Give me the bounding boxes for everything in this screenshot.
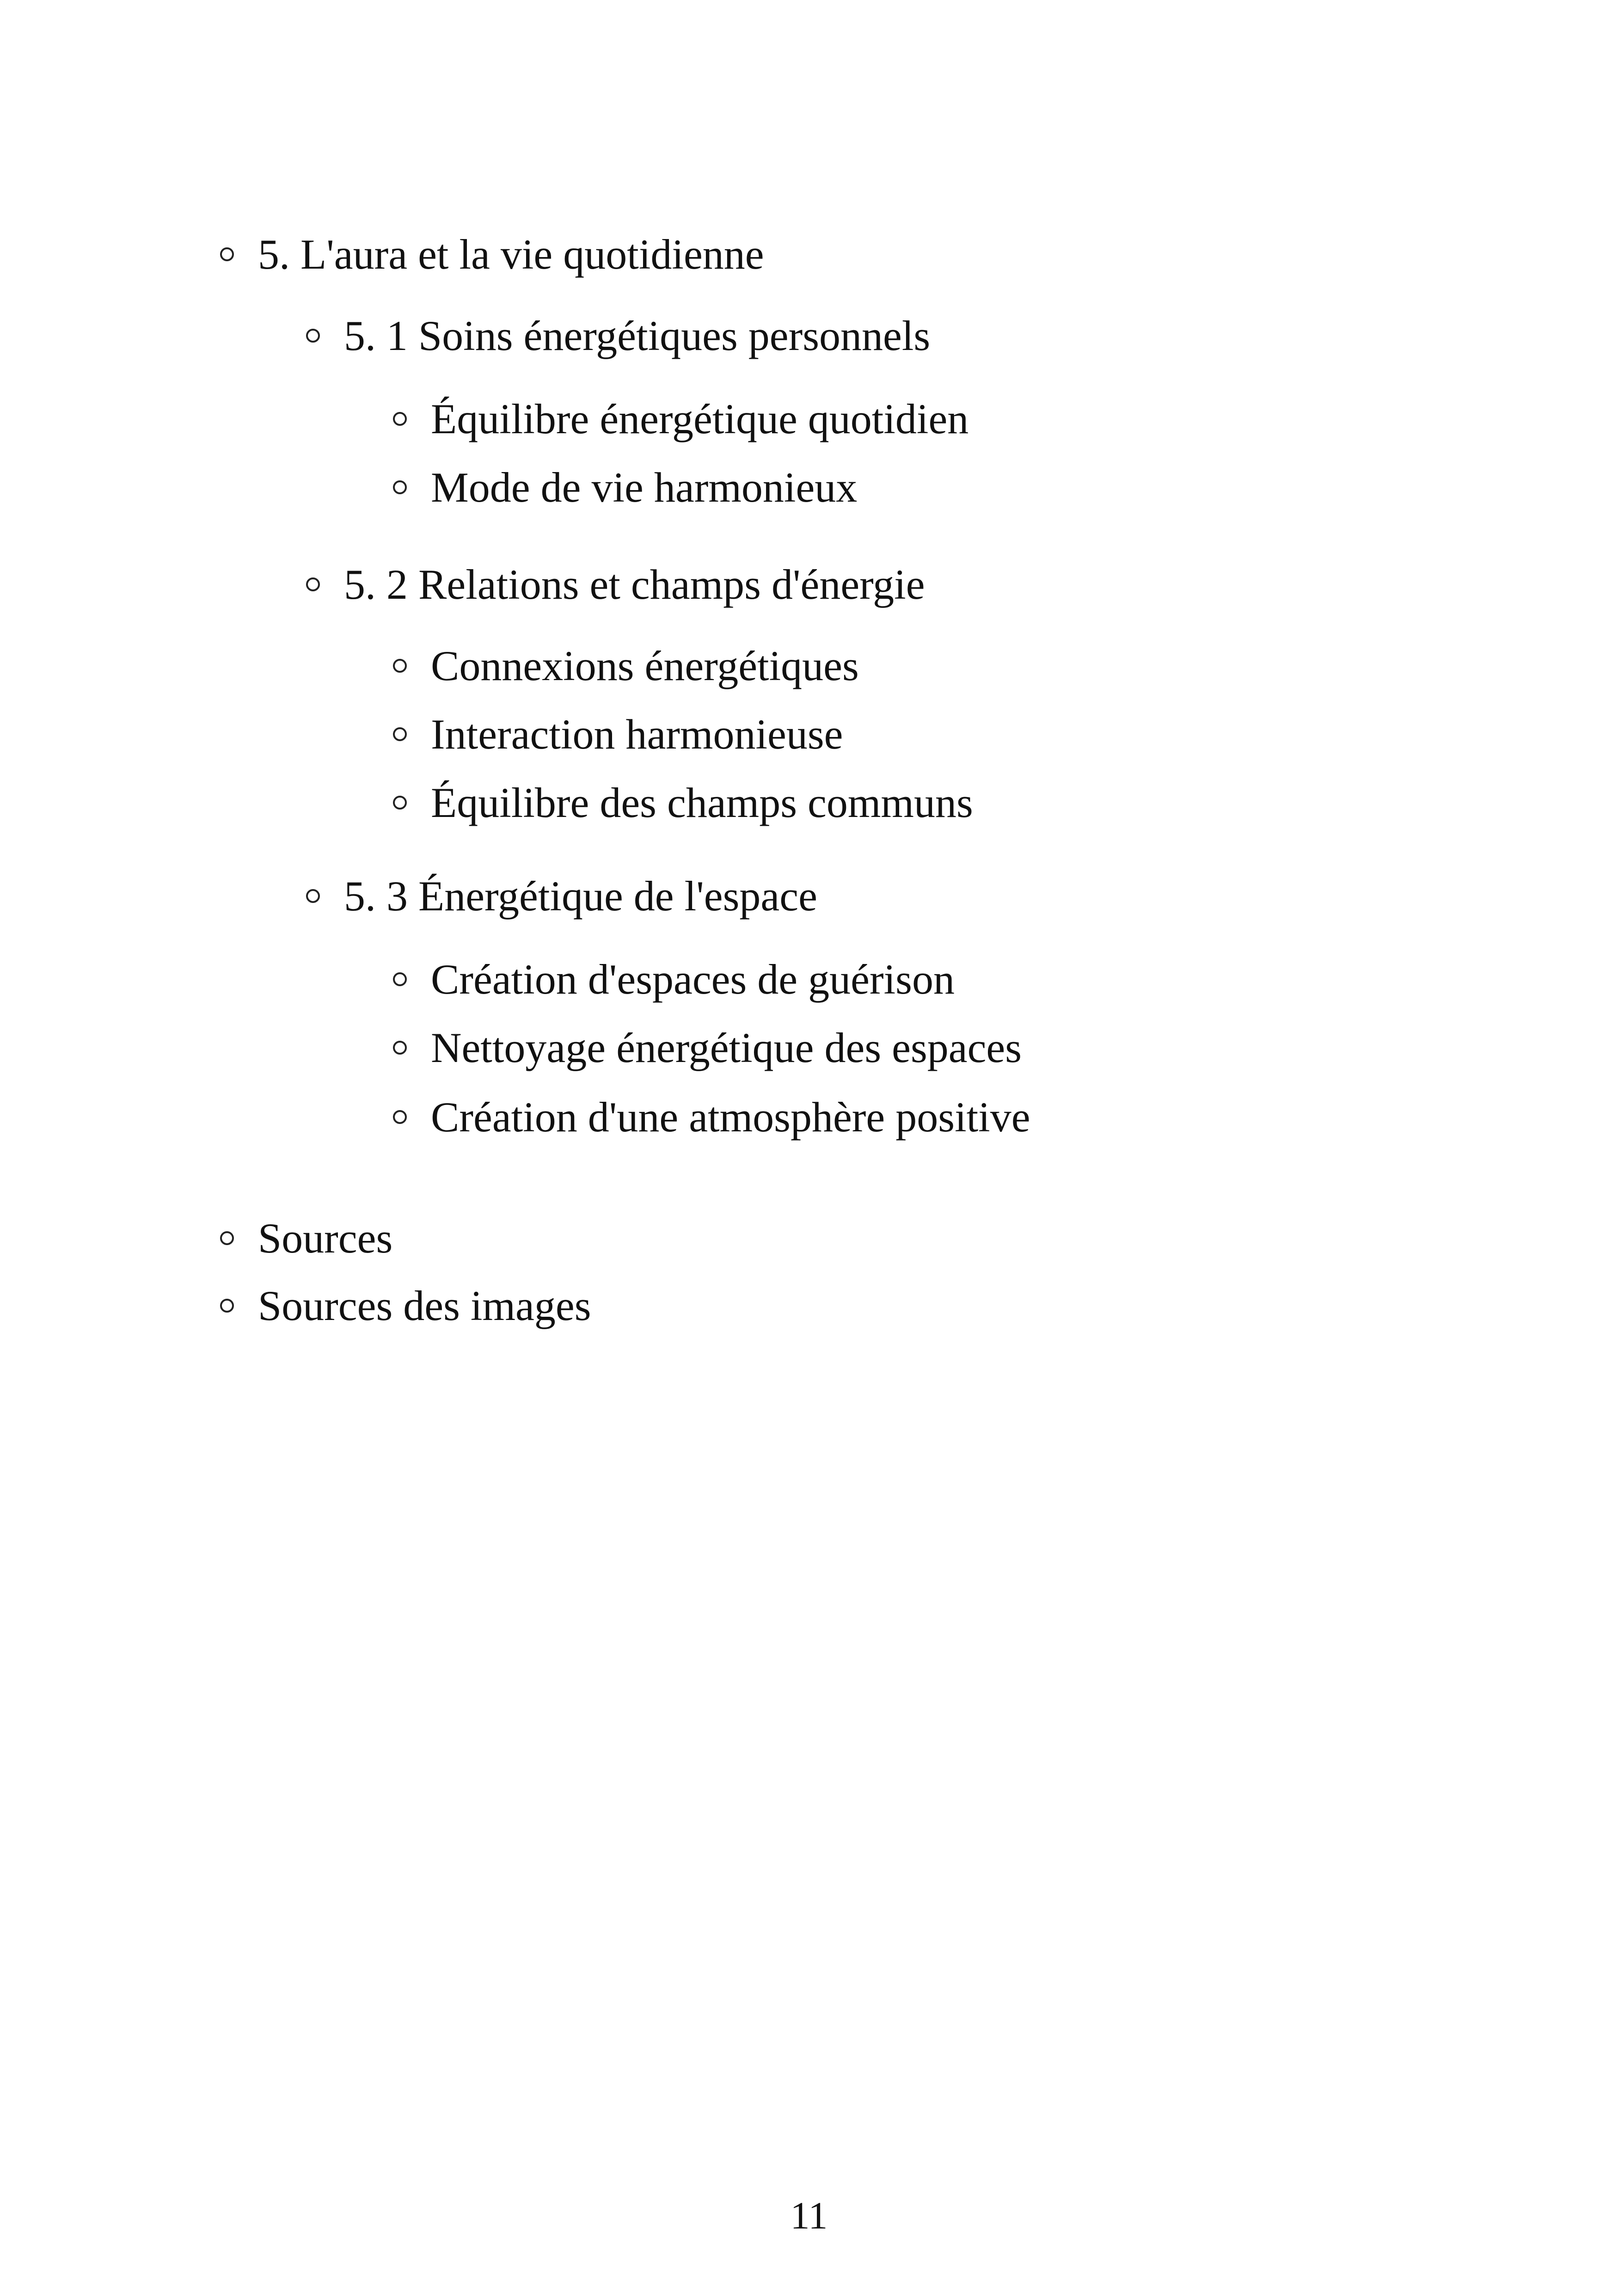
- toc-entry-subitem[interactable]: [393, 1020, 1022, 1075]
- toc-entry-subitem[interactable]: [393, 638, 859, 694]
- circle-bullet-icon: [393, 480, 407, 494]
- toc-entry-label: 5. L'aura et la vie quotidienne: [258, 231, 764, 278]
- toc-entry-label: Interaction harmonieuse: [431, 711, 843, 758]
- toc-entry-label: Sources: [258, 1215, 393, 1262]
- toc-entry-subitem[interactable]: [393, 775, 973, 830]
- toc-entry-chapter-5[interactable]: [220, 227, 764, 282]
- circle-bullet-icon: [306, 329, 320, 343]
- toc-entry-subitem[interactable]: [393, 1089, 1030, 1145]
- toc-entry-label: Nettoyage énergétique des espaces: [431, 1024, 1022, 1071]
- toc-entry-subitem[interactable]: [393, 952, 955, 1007]
- page-number: 11: [790, 2194, 828, 2237]
- circle-bullet-icon: [393, 972, 407, 986]
- circle-bullet-icon: [393, 412, 407, 426]
- toc-entry-label: 5. 2 Relations et champs d'énergie: [344, 561, 925, 608]
- circle-bullet-icon: [393, 1041, 407, 1055]
- toc-entry-section-5-2[interactable]: [306, 557, 925, 612]
- circle-bullet-icon: [306, 889, 320, 903]
- toc-entry-section-5-1[interactable]: [306, 308, 930, 363]
- toc-entry-label: Connexions énergétiques: [431, 642, 859, 689]
- toc-entry-label: Création d'espaces de guérison: [431, 956, 955, 1003]
- circle-bullet-icon: [306, 577, 320, 591]
- circle-bullet-icon: [393, 659, 407, 673]
- toc-entry-image-sources[interactable]: [220, 1278, 591, 1333]
- circle-bullet-icon: [393, 796, 407, 810]
- toc-entry-label: Sources des images: [258, 1282, 591, 1329]
- toc-entry-label: 5. 1 Soins énergétiques personnels: [344, 312, 931, 359]
- toc-entry-subitem[interactable]: [393, 391, 968, 447]
- circle-bullet-icon: [393, 727, 407, 741]
- circle-bullet-icon: [220, 1231, 234, 1245]
- toc-entry-subitem[interactable]: [393, 460, 857, 515]
- toc-entry-label: Équilibre énergétique quotidien: [431, 395, 969, 442]
- circle-bullet-icon: [220, 247, 234, 261]
- toc-entry-label: Mode de vie harmonieux: [431, 464, 858, 511]
- toc-entry-subitem[interactable]: [393, 706, 843, 762]
- circle-bullet-icon: [220, 1299, 234, 1313]
- toc-entry-label: Création d'une atmosphère positive: [431, 1093, 1030, 1141]
- toc-entry-label: 5. 3 Énergétique de l'espace: [344, 872, 817, 920]
- circle-bullet-icon: [393, 1110, 407, 1124]
- toc-entry-section-5-3[interactable]: [306, 868, 817, 924]
- toc-entry-label: Équilibre des champs communs: [431, 779, 973, 826]
- toc-entry-sources[interactable]: [220, 1210, 392, 1266]
